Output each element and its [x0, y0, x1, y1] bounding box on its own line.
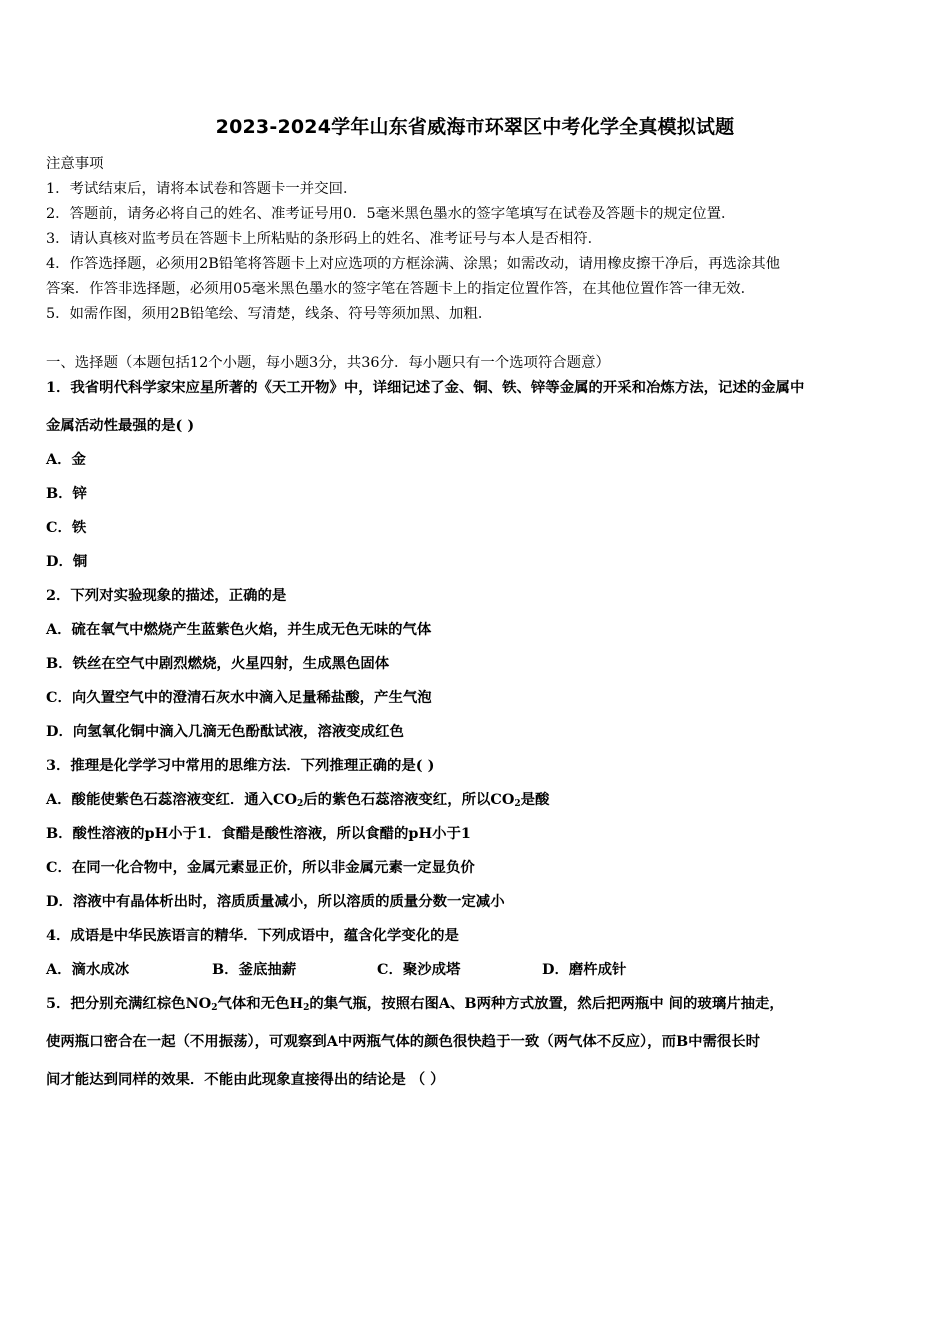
question-4-stem: 4．成语是中华民族语言的精华．下列成语中，蕴含化学变化的是 [46, 927, 459, 944]
note-item: 2．答题前，请务必将自己的姓名、准考证号用0．5毫米黑色墨水的签字笔填写在试卷及答题卡的规定位置． [46, 206, 736, 222]
question-2-stem: 2．下列对实验现象的描述，正确的是 [46, 587, 287, 604]
question-1-option-c: C．铁 [46, 519, 87, 536]
notes-heading: 注意事项 [46, 156, 104, 172]
question-1-option-b: B．锌 [46, 485, 87, 502]
question-2-option-c: C．向久置空气中的澄清石灰水中滴入足量稀盐酸，产生气泡 [46, 689, 432, 706]
question-3-option-d: D．溶液中有晶体析出时，溶质质量减小，所以溶质的质量分数一定减小 [46, 893, 505, 910]
option-a-text-3: 是酸 [520, 791, 550, 808]
question-2-option-d: D．向氢氧化铜中滴入几滴无色酚酞试液，溶液变成红色 [46, 723, 404, 740]
question-5-stem-cont: 间才能达到同样的效果．不能由此现象直接得出的结论是 （ ） [46, 1071, 445, 1088]
section-heading: 一、选择题（本题包括12个小题，每小题3分，共36分．每小题只有一个选项符合题意） [46, 355, 610, 371]
question-5-stem [46, 992, 784, 1013]
question-3-option-b: B．酸性溶液的pH小于1．食醋是酸性溶液，所以食醋的pH小于1 [46, 825, 471, 842]
question-1-stem-cont: 金属活动性最强的是( ) [46, 417, 195, 434]
option-a-text-1: A．酸能使紫色石蕊溶液变红．通入CO [46, 791, 298, 808]
question-4-option-d: D．磨杵成针 [542, 961, 627, 978]
subscript: 2 [297, 799, 304, 809]
question-3-stem: 3．推理是化学学习中常用的思维方法．下列推理正确的是( ) [46, 757, 435, 774]
question-4-option-b: B．釜底抽薪 [212, 961, 297, 978]
question-1-stem: 1．我省明代科学家宋应星所著的《天工开物》中，详细记述了金、铜、铁、锌等金属的开采和冶炼方法，记述的金属中 [46, 379, 805, 396]
question-3-option-c: C．在同一化合物中，金属元素显正价，所以非金属元素一定显负价 [46, 859, 475, 876]
option-a-text-2: 后的紫色石蕊溶液变红，所以CO [303, 791, 515, 808]
question-4-option-c: C．聚沙成塔 [377, 961, 461, 978]
q5-text-2: 气体和无色H [217, 995, 304, 1012]
subscript: 2 [211, 1003, 218, 1013]
question-1-option-d: D．铜 [46, 553, 88, 570]
note-item: 3．请认真核对监考员在答题卡上所粘贴的条形码上的姓名、准考证号与本人是否相符． [46, 231, 603, 247]
note-item: 答案．作答非选择题，必须用05毫米黑色墨水的签字笔在答题卡上的指定位置作答，在其他位置作答一律无效． [46, 281, 756, 297]
question-5-stem-cont: 使两瓶口密合在一起（不用振荡），可观察到A中两瓶气体的颜色很快趋于一致（两气体不反应），而B中需很长时 [46, 1033, 761, 1050]
subscript: 2 [303, 1003, 310, 1013]
question-1-option-a: A．金 [46, 451, 86, 468]
q5-text-3: 的集气瓶，按照右图A、B两种方式放置，然后把两瓶中 间的玻璃片抽走， [309, 995, 784, 1012]
question-3-option-a [46, 788, 549, 809]
note-item: 4．作答选择题，必须用2B铅笔将答题卡上对应选项的方框涂满、涂黑；如需改动，请用橡皮擦干净后，再选涂其他 [46, 256, 781, 272]
subscript: 2 [514, 799, 521, 809]
question-2-option-a: A．硫在氧气中燃烧产生蓝紫色火焰，并生成无色无味的气体 [46, 621, 432, 638]
note-item: 1．考试结束后，请将本试卷和答题卡一并交回． [46, 181, 358, 197]
question-4-option-a: A．滴水成冰 [46, 961, 130, 978]
note-item: 5．如需作图，须用2B铅笔绘、写清楚，线条、符号等须加黑、加粗． [46, 306, 493, 322]
q5-text-1: 5．把分别充满红棕色NO [46, 995, 212, 1012]
page-title: 2023-2024学年山东省威海市环翠区中考化学全真模拟试题 [215, 116, 735, 138]
question-2-option-b: B．铁丝在空气中剧烈燃烧，火星四射，生成黑色固体 [46, 655, 390, 672]
